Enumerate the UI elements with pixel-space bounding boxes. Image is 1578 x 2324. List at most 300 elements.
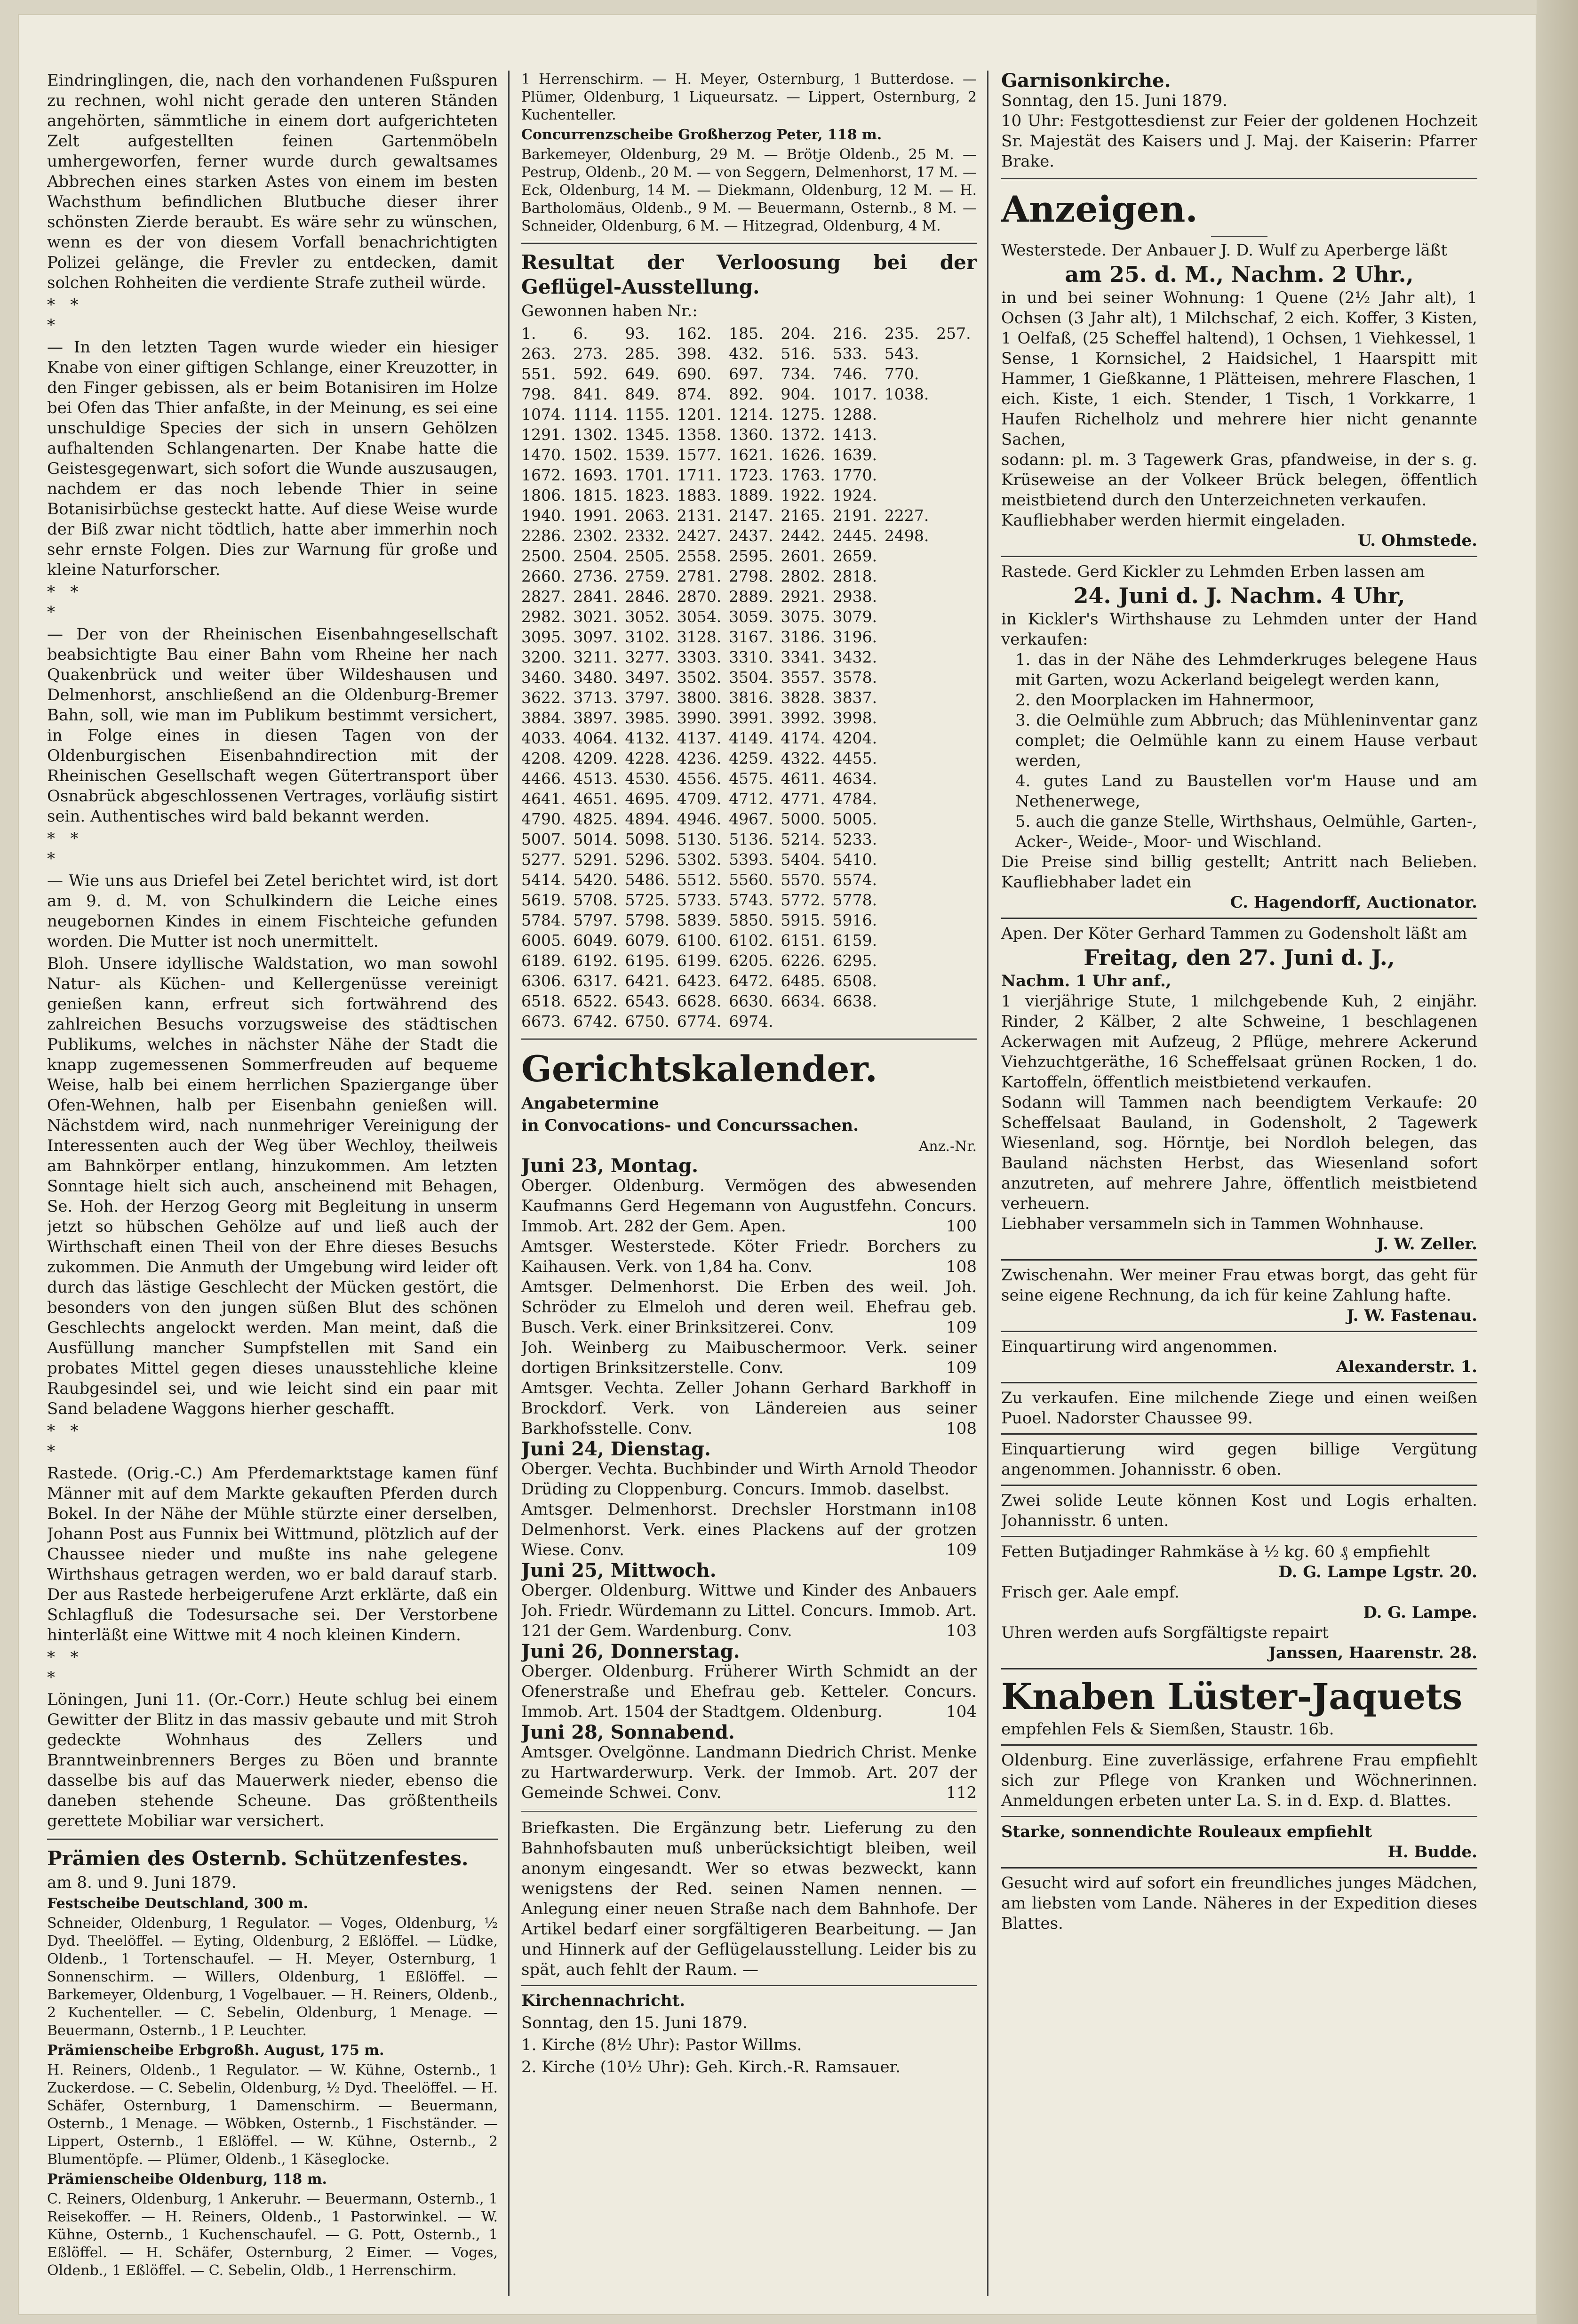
winning-number: 3837.	[832, 688, 877, 707]
winning-number: 1302.	[573, 425, 618, 444]
winning-number: 3186.	[781, 628, 825, 646]
winning-number: 3303.	[677, 648, 722, 666]
winning-number: 5725.	[625, 891, 670, 909]
winning-number: 5414.	[521, 871, 566, 889]
ad-zwischenahn-signature: J. W. Fastenau.	[1347, 1306, 1477, 1325]
calendar-entry-text: Oberger. Oldenburg. Wittwe und Kinder des Anbauers Joh. Friedr. Würdemann zu Littel. Concurs. Immob. Art. 121 der Gem. Wardenburg. Conv.	[521, 1581, 977, 1640]
winning-number: 5233.	[832, 830, 877, 848]
divider	[1001, 1382, 1477, 1383]
winning-number: 2286.	[521, 527, 566, 545]
winning-number: 4174.	[781, 729, 825, 747]
calendar-subtitle: Angabetermine	[521, 1094, 659, 1113]
ad-zwischenahn: Zwischenahn. Wer meiner Frau etwas borgt, das geht für seine eigene Rechnung, da ich für keine Zahlung hafte.	[1001, 1266, 1477, 1305]
ad-rastede-text: Die Preise sind billig gestellt; Antritt nach Belieben. Kaufliebhaber ladet ein	[1001, 853, 1477, 892]
winning-number: 1358.	[677, 425, 722, 444]
winning-number: 4825.	[573, 810, 618, 828]
winning-number: 2921.	[781, 587, 825, 606]
winning-number: 4894.	[625, 810, 670, 828]
winning-number: 6634.	[781, 992, 825, 1010]
numbers-row	[521, 566, 977, 586]
column-rule	[508, 71, 510, 2296]
numbers-row	[521, 647, 977, 667]
winning-number: 3128.	[677, 628, 722, 646]
winning-number: 3502.	[677, 668, 722, 687]
winning-number: 1940.	[521, 506, 566, 525]
garnison-date: Sonntag, den 15. Juni 1879.	[1001, 91, 1227, 110]
winning-number: 6192.	[573, 951, 618, 970]
winning-number: 746.	[832, 365, 868, 383]
winning-number: 6774.	[677, 1012, 722, 1030]
winning-number: 3095.	[521, 628, 566, 646]
winning-number: 3054.	[677, 607, 722, 626]
winning-number: 2659.	[832, 547, 877, 565]
numbers-row	[521, 343, 977, 364]
numbers-row	[521, 667, 977, 687]
calendar-entry	[521, 1500, 977, 1560]
winning-number: 6472.	[729, 972, 773, 990]
winning-number: 1470.	[521, 446, 566, 464]
winning-number: 3504.	[729, 668, 773, 687]
winning-number: 3816.	[729, 688, 773, 707]
winning-number: 6630.	[729, 992, 773, 1010]
winning-number: 4259.	[729, 749, 773, 767]
numbers-row	[521, 1011, 977, 1031]
winning-number: 1823.	[625, 486, 670, 504]
ad-westerstede-signature: U. Ohmstede.	[1357, 531, 1477, 550]
calendar-entry-text: Amtsger. Westerstede. Köter Friedr. Borchers zu Kaihausen. Verk. von 1,84 ha. Conv.	[521, 1237, 977, 1276]
numbers-row	[521, 950, 977, 971]
column-2	[521, 71, 977, 2296]
ad-verkaufen: Zu verkaufen. Eine milchende Ziege und einen weißen Puoel. Nadorster Chaussee 99.	[1001, 1389, 1477, 1428]
calendar-entry	[521, 1338, 977, 1378]
winning-number: 3998.	[832, 709, 877, 727]
calendar-entry	[521, 1277, 977, 1338]
winning-number: 5007.	[521, 830, 566, 848]
winning-number: 2759.	[625, 567, 670, 585]
winning-number: 2802.	[781, 567, 825, 585]
winning-number: 93.	[625, 324, 650, 343]
winning-number: 6423.	[677, 972, 722, 990]
winning-number: 1922.	[781, 486, 825, 504]
winning-number: 2595.	[729, 547, 773, 565]
winning-number: 4466.	[521, 769, 566, 788]
numbers-row	[521, 748, 977, 768]
winning-number: 6199.	[677, 951, 722, 970]
winning-number: 2846.	[625, 587, 670, 606]
winning-number: 4149.	[729, 729, 773, 747]
divider	[1211, 236, 1267, 237]
winning-number: 697.	[729, 365, 764, 383]
winning-number: 5302.	[677, 850, 722, 869]
ad-apen-text: Sodann will Tammen nach beendigtem Verkaufe: 20 Scheffelsaat Bauland, in Godensholt, 2 Tagewerk Wiesenland, sog. Hörntje, bei Nordloh belegen, das Bauland nächsten Herbst, das Wiesenland sofort anzutreten, auf mehrere Jahre, öffentlich meistbietend verheuern.	[1001, 1093, 1477, 1213]
ad-einquartirung-address: Alexanderstr. 1.	[1336, 1358, 1477, 1376]
numbers-row	[521, 708, 977, 728]
calendar-list	[521, 1156, 977, 1803]
winning-number: 216.	[832, 324, 868, 343]
winning-number: 6159.	[832, 931, 877, 950]
winning-number: 2827.	[521, 587, 566, 606]
calendar-entry-text: Amtsger. Delmenhorst. Die Erben des weil. Joh. Schröder zu Elmeloh und deren weil. Ehefrau geb. Busch. Verk. einer Brinksitzerei. Conv.	[521, 1278, 977, 1337]
winning-number: 273.	[573, 344, 608, 363]
winning-number: 5733.	[677, 891, 722, 909]
winning-number: 6508.	[832, 972, 877, 990]
calendar-entry-number: 108	[946, 1500, 977, 1519]
page-edge	[1537, 0, 1578, 2324]
winning-number: 4946.	[677, 810, 722, 828]
winning-number: 1639.	[832, 446, 877, 464]
winning-number: 6421.	[625, 972, 670, 990]
winning-number: 3985.	[625, 709, 670, 727]
winning-number: 4209.	[573, 749, 618, 767]
winning-number: 6306.	[521, 972, 566, 990]
numbers-row	[521, 404, 977, 424]
ad-rastede-item: 3. die Oelmühle zum Abbruch; das Mühleninventar ganz complet; die Oelmühle kann zu einem Hause verbaut werden,	[1015, 711, 1477, 770]
winning-number: 5000.	[781, 810, 825, 828]
winning-number: 798.	[521, 385, 556, 403]
winning-number: 4634.	[832, 769, 877, 788]
winning-number: 6543.	[625, 992, 670, 1010]
prize-list: H. Reiners, Oldenb., 1 Regulator. — W. Kühne, Osternb., 1 Zuckerdose. — C. Sebelin, Oldenburg, ½ Dyd. Theelöffel. — H. Schäfer, Osternburg, 1 Damenschirm. — Beuermann, Osternb., 1 Menage. — Wöbken, Osternb., 1 Fischständer. — Lippert, Osternb., 1 Eßlöffel. — W. Kühne, Osternb., 2 Blumentöpfe. — Plümer, Oldenb., 1 Käseglocke.	[47, 2062, 498, 2168]
winning-number: 4712.	[729, 790, 773, 808]
article-paragraph: Eindringlingen, die, nach den vorhandenen Fußspuren zu rechnen, wohl nicht gerade den unteren Ständen angehörten, sämmtliche in einem dort aufgerichteten Zelt aufgestellten feinen Gartenmöbeln umhergeworfen, ferner wurde durch gewaltsames Abbrechen eines starken Astes von einem im besten Wachsthum befindlichen Blutbuche dieser ihrer schönsten Zierde beraubt. Es wäre sehr zu wünschen, wenn es der von diesem Vorfall benachrichtigten Polizei gelänge, die Frevler zu entdecken, damit solchen Rohheiten die verdiente Strafe zutheil würde.	[47, 71, 498, 292]
winning-number: 5743.	[729, 891, 773, 909]
winning-number: 3460.	[521, 668, 566, 687]
winning-number: 3075.	[781, 607, 825, 626]
winning-number: 4228.	[625, 749, 670, 767]
calendar-day: Juni 23, Montag.	[521, 1155, 699, 1177]
winning-number: 5014.	[573, 830, 618, 848]
winning-number: 5404.	[781, 850, 825, 869]
winning-number: 4033.	[521, 729, 566, 747]
winning-number: 185.	[729, 324, 764, 343]
calendar-entry-number: 112	[946, 1783, 977, 1802]
winning-number: 5797.	[573, 911, 618, 929]
winning-number: 3310.	[729, 648, 773, 666]
article-paragraph: — In den letzten Tagen wurde wieder ein hiesiger Knabe von einer giftigen Schlange, einer Kreuzotter, in den Finger gebissen, als er beim Botanisiren im Holze bei Ofen das Thier anfaßte, in der Meinung, es sei eine unschuldige Species der sich in unsern Gehölzen aufhaltenden Schlangenarten. Der Knabe hatte die Geistesgegenwart, sich sofort die Wunde auszusaugen, nachdem er das noch lebende Thier in seine Botanisirbüchse gesteckt hatte. Auf diese Weise wurde der Biß zwar nicht tödtlich, hatte aber immerhin noch sehr ernste Folgen. Dies zur Warnung für große und kleine Naturforscher.	[47, 338, 498, 579]
winning-number: 3200.	[521, 648, 566, 666]
ad-westerstede-text: Kaufliebhaber werden hiermit eingeladen.	[1001, 511, 1346, 530]
result-title: Resultat der Verloosung bei der Geflügel-Ausstellung.	[521, 251, 977, 298]
winning-number: 3211.	[573, 648, 618, 666]
winning-number: 162.	[677, 324, 712, 343]
separator-star: * * *	[47, 829, 79, 868]
winning-number: 3059.	[729, 607, 773, 626]
winning-number: 6151.	[781, 931, 825, 950]
ad-rahmkaese: Fetten Butjadinger Rahmkäse à ½ kg. 60 ₰ empfiehlt	[1001, 1542, 1430, 1561]
section-date: am 8. und 9. Juni 1879.	[47, 1873, 237, 1892]
winning-number: 4513.	[573, 769, 618, 788]
winning-number: 2870.	[677, 587, 722, 606]
winning-number: 6.	[573, 324, 588, 343]
winning-number: 6518.	[521, 992, 566, 1010]
divider	[1001, 178, 1477, 180]
calendar-entry-number: 103	[946, 1621, 977, 1640]
ad-apen-signature: J. W. Zeller.	[1376, 1235, 1477, 1254]
numbers-row	[521, 445, 977, 465]
ad-einquartierung: Einquartierung wird gegen billige Vergütung angenommen. Johannisstr. 6 oben.	[1001, 1440, 1477, 1479]
winning-number: 3021.	[573, 607, 618, 626]
section-subhead: Prämienscheibe Erbgroßh. August, 175 m.	[47, 2042, 384, 2059]
ad-aale-signature: D. G. Lampe.	[1363, 1603, 1477, 1622]
winning-number: 5778.	[832, 891, 877, 909]
winning-number: 3578.	[832, 668, 877, 687]
calendar-entry	[521, 1459, 977, 1519]
winning-number: 3102.	[625, 628, 670, 646]
divider	[1001, 1668, 1477, 1669]
winning-number: 204.	[781, 324, 815, 343]
article-paragraph: Rastede. (Orig.-C.) Am Pferdemarktstage kamen fünf Männer mit auf dem Markte gekauften Pferden durch Bokel. In der Nähe der Mühle stürzte einer derselben, Johann Post aus Funnix bei Wittmund, plötzlich auf der Chaussee nieder und mußte ins nahe gelegene Wirthshaus getragen werden, wo er bald darauf starb. Der aus Rastede herbeigerufene Arzt erklärte, daß ein Schlagfluß die Todesursache sei. Der Verstorbene hinterläßt eine Wittwe mit 4 noch kleinen Kindern.	[47, 1464, 498, 1645]
divider	[1001, 1816, 1477, 1817]
winning-number: 4137.	[677, 729, 722, 747]
winning-number: 1275.	[781, 405, 825, 423]
ad-oldenburg-pflege: Oldenburg. Eine zuverlässige, erfahrene Frau empfiehlt sich zur Pflege von Kranken und Wöchnerinnen. Anmeldungen erbeten unter La. S. in d. Exp. d. Blattes.	[1001, 1751, 1477, 1810]
numbers-row	[521, 768, 977, 789]
numbers-row	[521, 809, 977, 829]
numbers-row	[521, 728, 977, 748]
winning-number: 2437.	[729, 527, 773, 545]
numbers-row	[521, 526, 977, 546]
numbers-row	[521, 849, 977, 870]
winning-number: 1577.	[677, 446, 722, 464]
winning-number: 5136.	[729, 830, 773, 848]
divider	[521, 1038, 977, 1040]
winning-number: 4208.	[521, 749, 566, 767]
calendar-entry-number: 109	[946, 1358, 977, 1377]
numbers-row	[521, 870, 977, 890]
winning-number: 4709.	[677, 790, 722, 808]
winning-number: 2505.	[625, 547, 670, 565]
winning-number: 5512.	[677, 871, 722, 889]
article-paragraph: Löningen, Juni 11. (Or.-Corr.) Heute schlug bei einem Gewitter der Blitz in das massiv gebaute und mit Stroh gedeckte Wohnhaus des Zellers und Branntweinbrenners Berges zu Böen und brannte dasselbe bis auf das Mauerwerk nieder, ebenso die daneben stehende Scheune. Das größtentheils gerettete Mobiliar war versichert.	[47, 1690, 498, 1830]
calendar-day: Juni 25, Mittwoch.	[521, 1559, 717, 1581]
ad-gesucht: Gesucht wird auf sofort ein freundliches junges Mädchen, am liebsten vom Lande. Näheres in der Expedition dieses Blattes.	[1001, 1874, 1477, 1933]
numbers-row	[521, 485, 977, 505]
winning-number: 2601.	[781, 547, 825, 565]
winning-number: 1288.	[832, 405, 877, 423]
winning-number: 3884.	[521, 709, 566, 727]
winning-number: 5570.	[781, 871, 825, 889]
winning-number: 1924.	[832, 486, 877, 504]
ad-rastede-item: 4. gutes Land zu Baustellen vor'm Hause und am Nethenerwege,	[1015, 772, 1477, 811]
calendar-entry-number: 104	[946, 1702, 977, 1721]
winning-number: 2147.	[729, 506, 773, 525]
calendar-day: Juni 28, Sonnabend.	[521, 1721, 735, 1743]
ad-jaquets-title: Knaben Lüster-Jaquets	[1001, 1676, 1463, 1717]
winning-number: 3713.	[573, 688, 618, 707]
winning-number: 3480.	[573, 668, 618, 687]
winning-number: 3557.	[781, 668, 825, 687]
winning-number: 5798.	[625, 911, 670, 929]
winning-number: 533.	[832, 344, 868, 363]
winning-number: 4322.	[781, 749, 825, 767]
winning-number: 2798.	[729, 567, 773, 585]
winning-number: 1626.	[781, 446, 825, 464]
winning-number: 2063.	[625, 506, 670, 525]
section-subhead: Festscheibe Deutschland, 300 m.	[47, 1895, 308, 1912]
calendar-entry-number: 100	[946, 1217, 977, 1236]
winning-number: 3800.	[677, 688, 722, 707]
winning-number: 690.	[677, 365, 712, 383]
winning-number: 1693.	[573, 466, 618, 484]
winning-number: 1074.	[521, 405, 566, 423]
numbers-row	[521, 607, 977, 627]
winning-number: 1038.	[884, 385, 929, 403]
winning-number: 1201.	[677, 405, 722, 423]
winning-number: 1815.	[573, 486, 618, 504]
garnison-title: Garnisonkirche.	[1001, 71, 1171, 92]
prize-list: Schneider, Oldenburg, 1 Regulator. — Voges, Oldenburg, ½ Dyd. Theelöffel. — Eyting, Oldenburg, 2 Eßlöffel. — Lüdke, Oldenb., 1 Tortenschaufel. — H. Meyer, Osternburg, 1 Sonnenschirm. — Willers, Oldenburg, 1 Eßlöffel. — Barkemeyer, Oldenburg, 1 Vogelbauer. — H. Reiners, Oldenb., 2 Kuchenteller. — C. Sebelin, Oldenburg, 1 Menage. — Beuermann, Osternb., 1 P. Leuchter.	[47, 1915, 498, 2039]
winning-number: 432.	[729, 344, 764, 363]
ad-jaquets-text: empfehlen Fels & Siemßen, Staustr. 16b.	[1001, 1720, 1334, 1739]
winning-number: 1413.	[832, 425, 877, 444]
prize-list: C. Reiners, Oldenburg, 1 Ankeruhr. — Beuermann, Osternb., 1 Reisekoffer. — H. Reiners, Oldenb., 1 Pastorwinkel. — W. Kühne, Osternb., 1 Kuchenschaufel. — G. Pott, Osternb., 1 Eßlöffel. — H. Schäfer, Osternburg, 2 Eimer. — Voges, Oldenb., 1 Eßlöffel. — C. Sebelin, Oldb., 1 Herrenschirm.	[47, 2191, 498, 2279]
winning-number: 592.	[573, 365, 608, 383]
winning-number: 6742.	[573, 1012, 618, 1030]
divider	[1001, 1744, 1477, 1746]
article-paragraph: — Wie uns aus Driefel bei Zetel berichtet wird, ist dort am 9. d. M. von Schulkindern die Leiche eines neugebornen Kindes in einem Fischteiche gefunden worden. Die Mutter ist noch unermittelt.	[47, 871, 498, 951]
winning-number: 2445.	[832, 527, 877, 545]
winning-number: 5708.	[573, 891, 618, 909]
ad-rastede-item: 1. das in der Nähe des Lehmderkruges belegene Haus mit Garten, wozu Ackerland beigelegt werden kann,	[1015, 650, 1477, 689]
ad-westerstede-text: sodann: pl. m. 3 Tagewerk Gras, pfandweise, in der s. g. Krüseweise an der Volkeer Brück belegen, öffentlich meistbietend durch den Unterzeichneten verkaufen.	[1001, 450, 1477, 510]
winning-number: 1114.	[573, 405, 618, 423]
winning-number: 2427.	[677, 527, 722, 545]
winning-number: 3341.	[781, 648, 825, 666]
winning-number: 1372.	[781, 425, 825, 444]
divider	[1001, 1433, 1477, 1435]
numbers-row	[521, 384, 977, 404]
numbers-row	[521, 890, 977, 910]
winning-number: 6974.	[729, 1012, 773, 1030]
winning-number: 3167.	[729, 628, 773, 646]
winning-number: 1214.	[729, 405, 773, 423]
winning-number: 1539.	[625, 446, 670, 464]
numbers-row	[521, 364, 977, 384]
winning-number: 2889.	[729, 587, 773, 606]
winning-number: 1701.	[625, 466, 670, 484]
winning-number: 4651.	[573, 790, 618, 808]
calendar-day: Juni 26, Donnerstag.	[521, 1640, 740, 1662]
winning-number: 2191.	[832, 506, 877, 525]
winning-number: 285.	[625, 344, 660, 363]
winning-number: 5772.	[781, 891, 825, 909]
ad-apen-date: Freitag, den 27. Juni d. J.,	[1084, 945, 1395, 970]
divider	[521, 1985, 977, 1986]
ad-rastede-item: 5. auch die ganze Stelle, Wirthshaus, Oelmühle, Garten-, Acker-, Weide-, Moor- und Wischland.	[1015, 812, 1477, 851]
numbers-row	[521, 465, 977, 485]
winning-number: 263.	[521, 344, 556, 363]
calendar-entry	[521, 1378, 977, 1439]
winning-number: 5291.	[573, 850, 618, 869]
kirche-title: Kirchennachricht.	[521, 1991, 685, 2010]
winning-number: 5850.	[729, 911, 773, 929]
divider	[1001, 918, 1477, 919]
winning-number: 6189.	[521, 951, 566, 970]
prize-list: Barkemeyer, Oldenburg, 29 M. — Brötje Oldenb., 25 M. — Pestrup, Oldenb., 20 M. — von Seggern, Delmenhorst, 17 M. — Eck, Oldenburg, 14 M. — Diekmann, Oldenburg, 12 M. — H. Bartholomäus, Oldenb., 9 M. — Beuermann, Osternb., 8 M. — Schneider, Oldenburg, 6 M. — Hitzegrad, Oldenburg, 4 M.	[521, 146, 977, 234]
winning-number: 5393.	[729, 850, 773, 869]
newspaper-page	[18, 14, 1537, 2315]
section-subhead: Prämienscheibe Oldenburg, 118 m.	[47, 2171, 327, 2188]
winning-number: 5277.	[521, 850, 566, 869]
winning-number: 2938.	[832, 587, 877, 606]
ad-westerstede-date: am 25. d. M., Nachm. 2 Uhr.,	[1065, 262, 1414, 287]
winning-number: 2302.	[573, 527, 618, 545]
winning-number: 5130.	[677, 830, 722, 848]
winning-number: 3432.	[832, 648, 877, 666]
winning-number: 4771.	[781, 790, 825, 808]
winning-number: 2332.	[625, 527, 670, 545]
ad-westerstede-text: in und bei seiner Wohnung: 1 Quene (2½ Jahr alt), 1 Ochsen (3 Jahr alt), 1 Milchschaf, 2 eich. Koffer, 3 Kisten, 1 Oelfaß, (25 Scheffel haltend), 1 Ochsen, 1 Viehkessel, 1 Sense, 1 Kornsichel, 2 Haidsichel, 1 Haarspitt mit Hammer, 1 Gießkanne, 1 Plätteisen, mehrere Flaschen, 1 eich. Kiste, 1 eich. Stender, 1 Tisch, 1 Vorkkarre, 1 Haufen Richelholz und mehrere hier nicht genannte Sachen,	[1001, 288, 1477, 449]
winning-number: 257.	[936, 324, 971, 343]
article-paragraph: — Der von der Rheinischen Eisenbahngesellschaft beabsichtigte Bau einer Bahn vom Rheine her nach Quakenbrück und weiter über Wildeshausen und Delmenhorst, anschließend an die Oldenburg-Bremer Bahn, soll, wie man im Publikum bestimmt versichert, in Folge eines in diesen Tagen von der Oldenburgischen Eisenbahndirection mit der Rheinischen Gesellschaft wegen Gütertransport über Osnabrück abgeschlossenen Vertrages, vorläufig sistirt sein. Authentisches wird bald bekannt werden.	[47, 625, 498, 826]
winning-number: 3991.	[729, 709, 773, 727]
separator-star: * * *	[47, 1648, 79, 1687]
winning-number: 5214.	[781, 830, 825, 848]
separator-star: * * *	[47, 1422, 79, 1461]
winning-number: 4790.	[521, 810, 566, 828]
winning-number: 6195.	[625, 951, 670, 970]
numbers-row	[521, 546, 977, 566]
winning-number: 6522.	[573, 992, 618, 1010]
winning-number: 4784.	[832, 790, 877, 808]
result-subtitle: Gewonnen haben Nr.:	[521, 302, 698, 320]
divider	[1001, 1259, 1477, 1261]
numbers-row	[521, 505, 977, 526]
winning-number: 5619.	[521, 891, 566, 909]
winning-number: 3196.	[832, 628, 877, 646]
winning-number: 5560.	[729, 871, 773, 889]
separator-star: * * *	[47, 583, 79, 622]
winning-number: 551.	[521, 365, 556, 383]
winning-number: 398.	[677, 344, 712, 363]
winning-number: 2227.	[884, 506, 929, 525]
numbers-row	[521, 586, 977, 607]
divider	[47, 1838, 498, 1840]
winning-number: 3797.	[625, 688, 670, 707]
winning-number: 2500.	[521, 547, 566, 565]
ad-apen-text: 1 vierjährige Stute, 1 milchgebende Kuh, 2 einjähr. Rinder, 2 Kälber, 2 alte Schweine, 1 beschlagenen Ackerwagen mit Aufzeug, 2 Pflüge, mehrere Ackerund Viehzuchtgeräthe, 16 Scheffelsaat grünen Rocken, 1 do. Kartoffeln, öffentlich meistbietend verkaufen.	[1001, 992, 1477, 1092]
kirche-line: 1. Kirche (8½ Uhr): Pastor Willms.	[521, 2036, 802, 2054]
column-3	[1001, 71, 1477, 2296]
ad-apen-time: Nachm. 1 Uhr anf.,	[1001, 972, 1172, 990]
winning-number: 3079.	[832, 607, 877, 626]
numbers-row	[521, 687, 977, 708]
winning-number: 3992.	[781, 709, 825, 727]
winning-number: 5915.	[781, 911, 825, 929]
calendar-entry	[521, 1237, 977, 1277]
calendar-entry	[521, 1581, 977, 1641]
winning-number: 1723.	[729, 466, 773, 484]
winning-numbers-table	[521, 323, 977, 1031]
winning-number: 235.	[884, 324, 919, 343]
divider	[1001, 1331, 1477, 1332]
winning-number: 1763.	[781, 466, 825, 484]
winning-number: 6102.	[729, 931, 773, 950]
winning-number: 1883.	[677, 486, 722, 504]
divider	[1001, 1536, 1477, 1537]
winning-number: 4575.	[729, 769, 773, 788]
ad-rouleaux: Starke, sonnendichte Rouleaux empfiehlt	[1001, 1822, 1372, 1841]
winning-number: 1991.	[573, 506, 618, 525]
calendar-entry-number: 109	[946, 1318, 977, 1337]
numbers-row	[521, 829, 977, 849]
winning-number: 734.	[781, 365, 815, 383]
winning-number: 1621.	[729, 446, 773, 464]
winning-number: 6628.	[677, 992, 722, 1010]
divider	[521, 1810, 977, 1812]
winning-number: 841.	[573, 385, 608, 403]
winning-number: 4967.	[729, 810, 773, 828]
